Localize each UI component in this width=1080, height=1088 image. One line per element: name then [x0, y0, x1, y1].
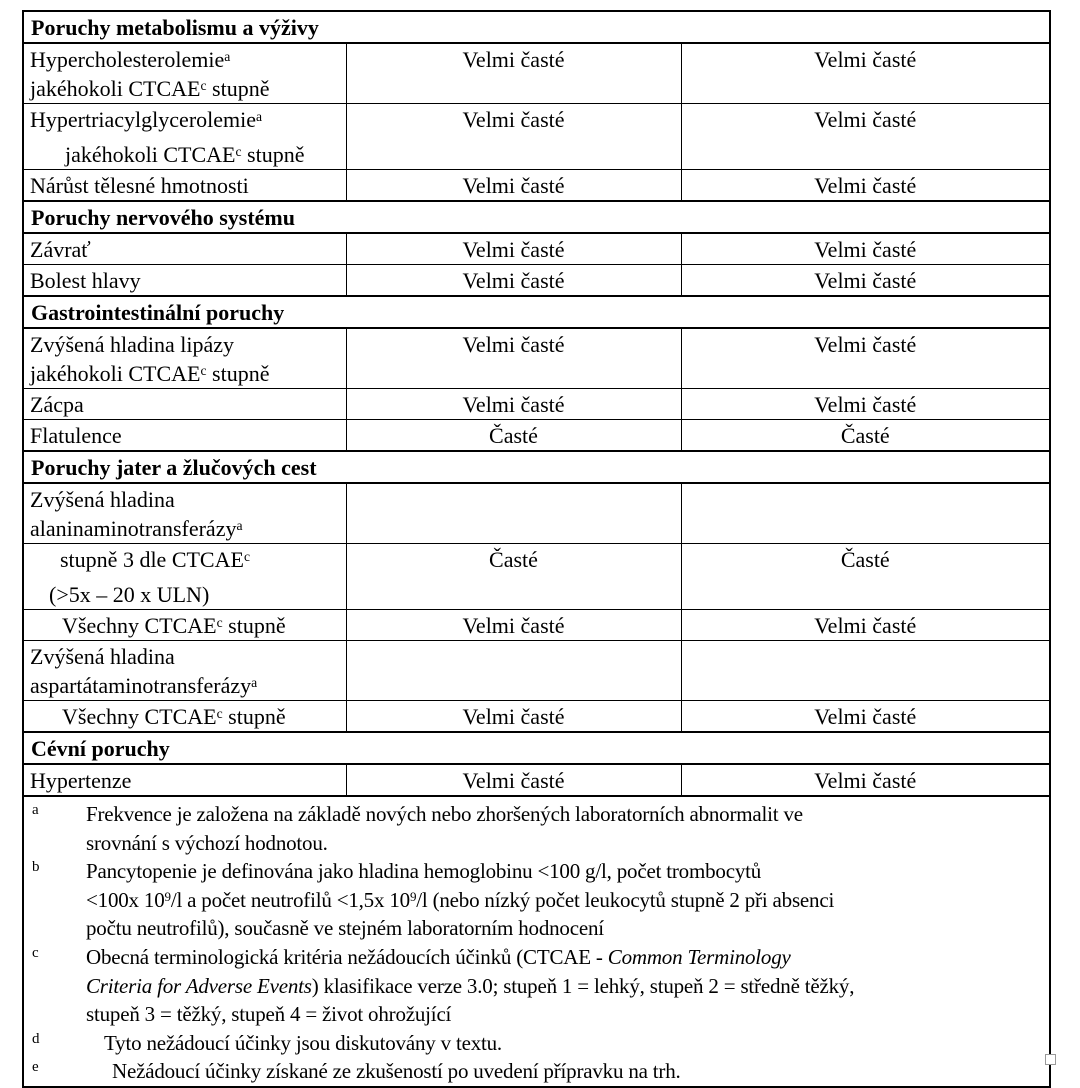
frequency-cell: Časté [346, 544, 681, 610]
term-cell [23, 104, 346, 170]
table-row [23, 43, 1050, 104]
term-line [30, 45, 340, 74]
frequency-cell: Časté [681, 544, 1050, 610]
term-cell [23, 233, 346, 265]
section-header-row [23, 11, 1050, 43]
footnote-a [30, 800, 1043, 857]
frequency-cell: Velmi časté [346, 328, 681, 389]
frequency-cell: Velmi časté [681, 43, 1050, 104]
term-cell [23, 265, 346, 297]
text-segment: Hypertriacylglycerolemie [30, 107, 257, 132]
frequency-cell: Velmi časté [346, 233, 681, 265]
table-row [23, 420, 1050, 452]
term-cell [23, 764, 346, 796]
frequency-cell: Velmi časté [681, 764, 1050, 796]
frequency-cell: Velmi časté [681, 389, 1050, 420]
superscript-marker: a [236, 517, 243, 533]
text-segment: srovnání s výchozí hodnotou. [86, 830, 328, 855]
section-header: Poruchy jater a žlučových cest [23, 451, 1050, 483]
superscript-marker: 9 [164, 888, 171, 904]
italic-text: Common Terminology [607, 944, 791, 969]
frequency-cell [346, 641, 681, 701]
term-cell [23, 389, 346, 420]
text-segment: Obecná terminologická kritéria nežádoucích účinků (CTCAE - [86, 944, 608, 969]
text-segment: stupně [241, 142, 305, 167]
text-segment: jakéhokoli CTCAE [30, 361, 201, 386]
term-line [30, 514, 340, 543]
term-cell [23, 420, 346, 452]
term-line [30, 390, 340, 419]
text-segment: stupeň 3 = těžký, stupeň 4 = život ohrožující [86, 1002, 452, 1027]
term-line [30, 702, 340, 731]
text-segment: /l a počet neutrofilů <1,5x 10 [170, 887, 410, 912]
superscript-marker: 9 [409, 888, 417, 904]
text-segment: Všechny CTCAE [62, 613, 217, 638]
table-row [23, 641, 1050, 701]
text-segment: aspartátaminotransferázy [30, 673, 252, 698]
superscript-marker: a [256, 108, 263, 124]
text-segment: Bolest hlavy [30, 268, 141, 293]
footnote-line [86, 943, 1043, 972]
term-line [30, 330, 340, 359]
term-line [30, 580, 340, 609]
frequency-cell: Velmi časté [346, 701, 681, 733]
frequency-cell: Velmi časté [681, 170, 1050, 202]
term-cell [23, 701, 346, 733]
section-header: Poruchy nervového systému [23, 201, 1050, 233]
frequency-cell: Velmi časté [681, 233, 1050, 265]
footnote-letter: a [32, 802, 39, 818]
frequency-cell [681, 641, 1050, 701]
text-segment: alaninaminotransferázy [30, 516, 237, 541]
text-segment: stupně [206, 361, 270, 386]
footnote-letter: e [32, 1059, 39, 1076]
table-row [23, 701, 1050, 733]
footnote-line [86, 800, 1043, 829]
footnote-text [112, 1057, 1043, 1086]
footnote-text [104, 1029, 1043, 1058]
term-cell [23, 328, 346, 389]
table-row [23, 764, 1050, 796]
footnote-d [30, 1029, 1043, 1058]
frequency-cell: Velmi časté [681, 104, 1050, 170]
table-row [23, 610, 1050, 641]
table-resize-handle[interactable] [1045, 1054, 1056, 1065]
text-segment: stupně [222, 704, 286, 729]
italic-text: Criteria for Adverse Events [86, 973, 312, 998]
term-cell [23, 544, 346, 610]
table-row [23, 328, 1050, 389]
frequency-cell: Velmi časté [346, 389, 681, 420]
frequency-cell [346, 483, 681, 544]
term-line [30, 642, 340, 671]
term-line [30, 421, 340, 450]
frequency-cell: Velmi časté [346, 170, 681, 202]
text-segment: Hypertenze [30, 768, 132, 793]
term-line [30, 766, 340, 795]
text-segment: Závrať [30, 237, 91, 262]
text-segment: (>5x – 20 x ULN) [49, 582, 210, 607]
text-segment: Frekvence je založena na základě nových nebo zhoršených laboratorních abnormalit ve [86, 802, 803, 826]
term-line [30, 140, 340, 169]
table-row [23, 483, 1050, 544]
section-header-row [23, 451, 1050, 483]
section-header-row [23, 201, 1050, 233]
footnote-line [104, 1029, 1043, 1058]
superscript-marker: c [235, 143, 242, 159]
text-segment: jakéhokoli CTCAE [30, 76, 201, 101]
footnote-letter: c [32, 944, 39, 961]
frequency-cell: Velmi časté [346, 610, 681, 641]
footnote-text [86, 857, 1043, 943]
text-segment: stupně [206, 76, 270, 101]
term-cell [23, 483, 346, 544]
text-segment: Všechny CTCAE [62, 704, 217, 729]
term-line [30, 359, 340, 388]
text-segment: /l (nebo nízký počet leukocytů stupně 2 při absenci [416, 887, 835, 912]
adverse-events-table [22, 10, 1051, 1088]
footnote-line [86, 886, 1043, 915]
term-cell [23, 610, 346, 641]
table-row [23, 265, 1050, 297]
term-line [30, 171, 340, 200]
text-segment: Nárůst tělesné hmotnosti [30, 173, 249, 198]
footnote-line [86, 972, 1043, 1001]
footnotes-row [23, 796, 1050, 1087]
table-row [23, 389, 1050, 420]
superscript-marker: c [243, 548, 250, 564]
frequency-cell: Velmi časté [346, 43, 681, 104]
section-header-row [23, 296, 1050, 328]
text-segment: Zvýšená hladina [30, 487, 175, 512]
frequency-cell: Velmi časté [346, 265, 681, 297]
superscript-marker: c [216, 705, 223, 721]
text-segment: <100x 10 [86, 887, 165, 912]
term-line [30, 545, 340, 574]
text-segment: ) klasifikace verze 3.0; stupeň 1 = lehký, stupeň 2 = středně těžký, [311, 973, 855, 998]
frequency-cell: Velmi časté [681, 610, 1050, 641]
term-line [30, 105, 340, 134]
frequency-cell [681, 483, 1050, 544]
frequency-cell: Velmi časté [681, 265, 1050, 297]
table-row [23, 233, 1050, 265]
frequency-cell: Velmi časté [681, 328, 1050, 389]
text-segment: jakéhokoli CTCAE [65, 142, 236, 167]
term-line [30, 266, 340, 295]
text-segment: Pancytopenie je definována jako hladina hemoglobinu <100 g/l, počet trombocytů [86, 859, 762, 884]
text-segment: Zvýšená hladina [30, 644, 175, 669]
footnote-text [86, 800, 1043, 857]
section-header: Gastrointestinální poruchy [23, 296, 1050, 328]
superscript-marker: a [224, 48, 231, 64]
text-segment: Tyto nežádoucí účinky jsou diskutovány v textu. [104, 1030, 502, 1055]
text-segment: Hypercholesterolemie [30, 47, 225, 72]
footnote-line [86, 857, 1043, 886]
footnote-text [86, 943, 1043, 1029]
term-line [30, 611, 340, 640]
footnote-letter: b [32, 859, 40, 876]
text-segment: Zácpa [30, 392, 84, 417]
frequency-cell: Velmi časté [346, 104, 681, 170]
footnote-letter: d [32, 1030, 40, 1047]
term-cell [23, 641, 346, 701]
footnote-line [86, 829, 1043, 858]
term-line [30, 671, 340, 700]
footnote-e [30, 1057, 1043, 1086]
footnote-b [30, 857, 1043, 943]
superscript-marker: c [200, 77, 207, 93]
section-header: Cévní poruchy [23, 732, 1050, 764]
frequency-cell: Časté [346, 420, 681, 452]
text-segment: počtu neutrofilů), současně ve stejném laboratorním hodnocení [86, 916, 604, 941]
footnote-line [86, 1000, 1043, 1029]
table-row [23, 170, 1050, 202]
footnote-c [30, 943, 1043, 1029]
text-segment: Zvýšená hladina lipázy [30, 332, 235, 357]
footnote-line [86, 914, 1043, 943]
text-segment: Flatulence [30, 423, 122, 448]
term-line [30, 74, 340, 103]
text-segment: stupně [222, 613, 286, 638]
superscript-marker: c [216, 614, 223, 630]
text-segment: stupně 3 dle CTCAE [60, 547, 244, 572]
table-row [23, 104, 1050, 170]
frequency-cell: Velmi časté [681, 701, 1050, 733]
text-segment: Nežádoucí účinky získané ze zkušeností po uvedení přípravku na trh. [112, 1059, 681, 1084]
adverse-events-table-body [23, 11, 1050, 1087]
term-line [30, 235, 340, 264]
frequency-cell: Časté [681, 420, 1050, 452]
superscript-marker: c [200, 362, 207, 378]
section-header: Poruchy metabolismu a výživy [23, 11, 1050, 43]
footnote-line [112, 1057, 1043, 1086]
footnotes-cell [23, 796, 1050, 1087]
term-line [30, 485, 340, 514]
section-header-row [23, 732, 1050, 764]
term-cell [23, 170, 346, 202]
term-cell [23, 43, 346, 104]
table-row [23, 544, 1050, 610]
frequency-cell: Velmi časté [346, 764, 681, 796]
superscript-marker: a [251, 674, 258, 690]
